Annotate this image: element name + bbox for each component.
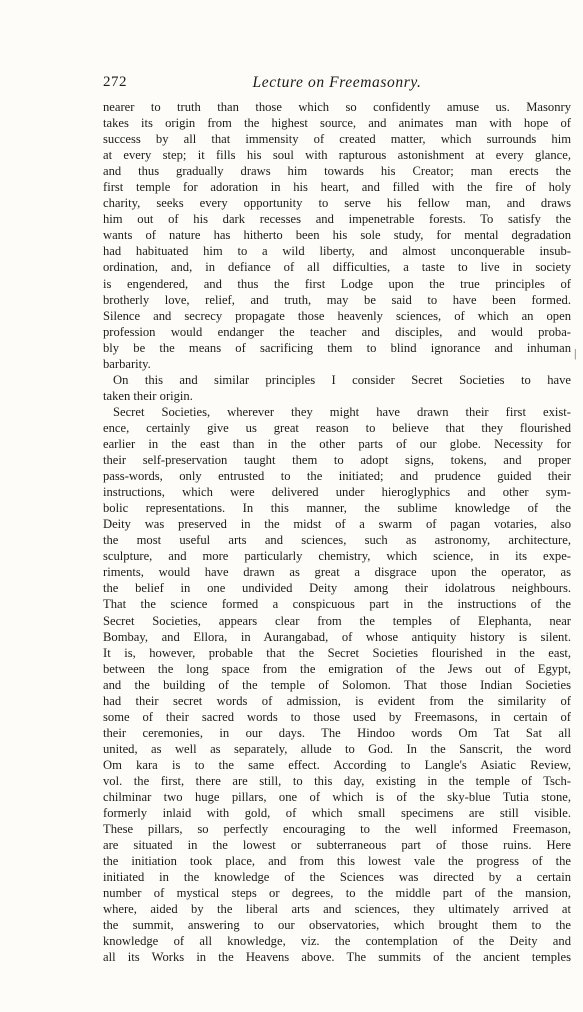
text-line: bolic representations. In this manner, the sublime knowledge of the <box>103 501 571 516</box>
text-line: charity, seeks every opportunity to serve his fellow man, and draws <box>103 196 571 211</box>
page-header <box>103 74 571 96</box>
text-line: Bombay, and Ellora, in Aurangabad, of whose antiquity history is silent. <box>103 629 571 644</box>
text-line: the initiation took place, and from this lowest vale the progress of the <box>103 854 571 869</box>
text-line: chilminar two huge pillars, one of which is of the sky-blue Tutia stone, <box>103 790 571 805</box>
text-line: is engendered, and thus the first Lodge upon the true principles of <box>103 276 571 291</box>
text-line: first temple for adoration in his heart, and filled with the fire of holy <box>103 180 571 195</box>
text-line: profession would endanger the teacher and disciples, and would proba- <box>103 324 571 339</box>
text-line: instructions, which were delivered under hieroglyphics and other sym- <box>103 485 571 500</box>
text-line: success by all that immensity of created matter, which surrounds him <box>103 132 571 147</box>
text-line: taken their origin. <box>103 388 193 403</box>
text-line: some of their sacred words to those used by Freemasons, in certain of <box>103 709 571 724</box>
text-line: earlier in the east than in the other parts of our globe. Necessity for <box>103 436 571 451</box>
text-line: ence, certainly give us great reason to believe that they flourished <box>103 420 571 435</box>
text-line: between the long space from the emigration of the Jews out of Egypt, <box>103 661 571 676</box>
text-line: knowledge of all knowledge, viz. the contemplation of the Deity and <box>103 934 571 949</box>
text-line: bly be the means of sacrificing them to blind ignorance and inhuman <box>103 340 571 355</box>
text-line: brotherly love, relief, and truth, may be said to have been formed. <box>103 292 571 307</box>
page-number: 272 <box>103 74 127 90</box>
text-line: Secret Societies, wherever they might have drawn their first exist- <box>113 404 571 419</box>
text-line: Om kara is to the same effect. According to Langle's Asiatic Review, <box>103 757 571 772</box>
text-line: sculpture, and more particularly chemistry, which science, in its expe- <box>103 549 571 564</box>
text-line: These pillars, so perfectly encouraging to the well informed Freemason, <box>103 822 571 837</box>
text-line: That the science formed a conspicuous part in the instructions of the <box>103 597 571 612</box>
text-line: vol. the first, there are still, to this day, existing in the temple of Tsch- <box>103 773 571 788</box>
text-line: Silence and secrecy propagate those heavenly sciences, of which an open <box>103 308 571 323</box>
text-line: Deity was preserved in the midst of a swarm of pagan votaries, also <box>103 517 571 532</box>
text-line: wants of nature has hitherto been his sole study, for mental degradation <box>103 228 571 243</box>
margin-mark: | <box>574 346 577 360</box>
text-line: him out of his dark recesses and impenetrable forests. To satisfy the <box>103 212 571 227</box>
text-line: initiated in the knowledge of the Sciences was directed by a certain <box>103 870 571 885</box>
text-line: had habituated him to a wild liberty, and almost unconquerable insub- <box>103 244 571 259</box>
text-line: pass-words, only entrusted to the initiated; and prudence guided their <box>103 469 571 484</box>
running-title: Lecture on Freemasonry. <box>252 74 422 91</box>
text-line: riments, would have drawn as great a disgrace upon the operator, as <box>103 565 571 580</box>
text-line: formerly inlaid with gold, of which small specimens are still visible. <box>103 806 571 821</box>
text-line: It is, however, probable that the Secret Societies flourished in the east, <box>103 645 571 660</box>
text-line: nearer to truth than those which so confidently amuse us. Masonry <box>103 100 571 114</box>
text-line: Secret Societies, appears clear from the temples of Elephanta, near <box>103 613 571 628</box>
text-line: are situated in the lowest or subterraneous part of those ruins. Here <box>103 838 571 853</box>
body-text <box>103 99 571 966</box>
text-line: takes its origin from the highest source, and animates man with hope of <box>103 116 571 131</box>
text-line: had their secret words of admission, is evident from the similarity of <box>103 693 571 708</box>
text-line: at every step; it fills his soul with rapturous astonishment at every glance, <box>103 148 571 163</box>
text-line: the summit, answering to our observatories, which brought them to the <box>103 918 571 933</box>
text-line: the belief in one undivided Deity among their idolatrous neighbours. <box>103 581 571 596</box>
text-line: On this and similar principles I consider Secret Societies to have <box>113 372 571 387</box>
text-line: the most useful arts and sciences, such as astronomy, architecture, <box>103 533 571 548</box>
text-line: and the building of the temple of Solomon. That those Indian Societies <box>103 677 571 692</box>
text-line: number of mystical steps or degrees, to the middle part of the mansion, <box>103 886 571 901</box>
text-line: and thus gradually draws him towards his Creator; man erects the <box>103 164 571 179</box>
text-line: where, aided by the liberal arts and sciences, they ultimately arrived at <box>103 902 571 917</box>
text-line: all its Works in the Heavens above. The summits of the ancient temples <box>103 950 571 965</box>
text-line: united, as well as separately, allude to God. In the Sanscrit, the word <box>103 741 571 756</box>
text-line: ordination, and, in defiance of all difficulties, a taste to live in society <box>103 260 571 275</box>
text-line: their ceremonies, in our days. The Hindoo words Om Tat Sat all <box>103 725 571 740</box>
text-line: barbarity. <box>103 356 151 371</box>
text-line: their self-preservation taught them to adopt signs, tokens, and proper <box>103 453 571 468</box>
